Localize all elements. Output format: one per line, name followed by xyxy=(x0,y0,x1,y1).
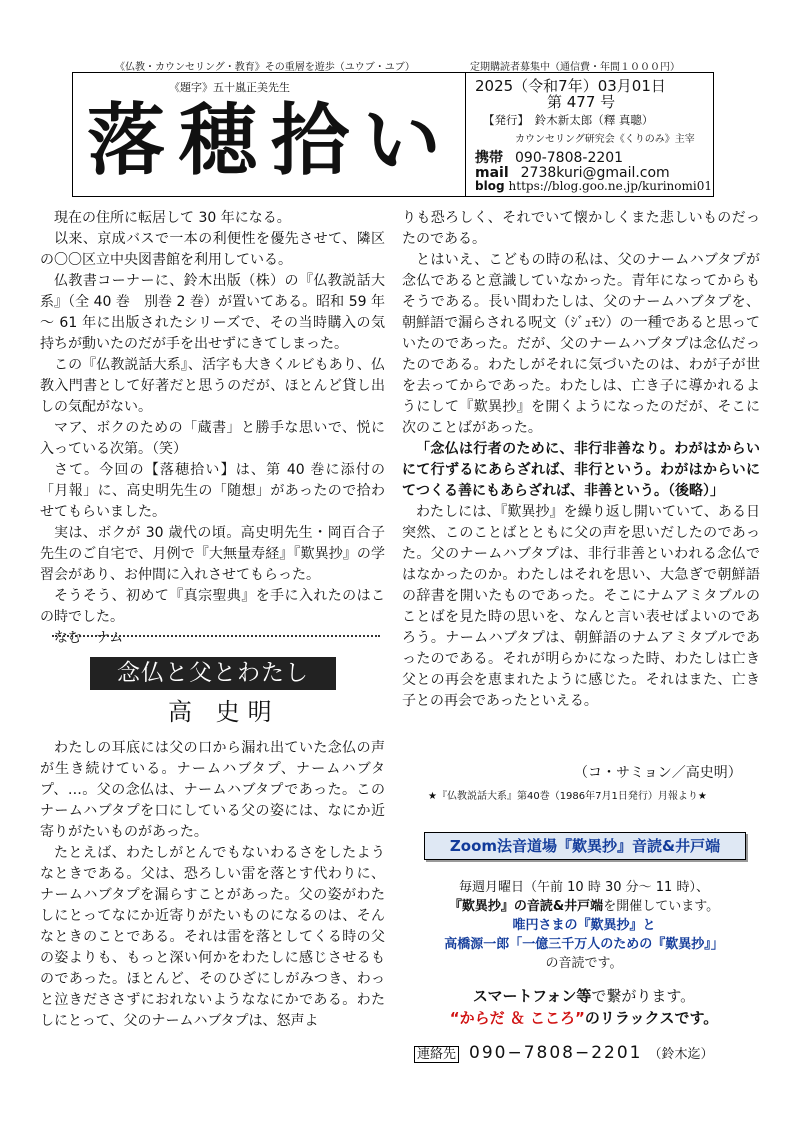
article-paragraph: わたしには、『歎異抄』を繰り返し開いていて、ある日突然、このことばとともに父の声を思いだしたのであった。父のナームハブタプは、非行非善といわれる念仏ではなかったのか。わたしはそれを思い、大急ぎで朝鮮語の辞書を開いたものであった。そこにナムアミタブルのことばを見た時の思いを、なんと言い表せばよいのであろう。ナームハブタプは、朝鮮語のナムアミタブルであったのである。それが明らかになった時、わたしは亡き父との再会を恵まれたように感じた。それはまた、亡き子との再会であったといえる。 xyxy=(402,504,760,709)
article-paragraph: わたしの耳底には父の口から漏れ出ていた念仏の声が生き続けている。ナームハブタプ、ナームハブタプ、…。父の念仏は、ナームハブタプであった。このナームハブタプを口にしている父の姿には、なにか近寄りがたいものがあった。 xyxy=(40,740,385,840)
smartphone-label: スマートフォン等 xyxy=(472,987,592,1005)
intro-paragraph: マア、ボクのための「蔵書」と勝手な思いで、悦に入っている次第。（笑） xyxy=(40,420,385,457)
body-mind-label: “からだ ＆ こころ” xyxy=(449,1009,585,1027)
zoom-text-3: の音読です。 xyxy=(545,956,623,971)
zoom-title-box: Zoom法音道場『歎異抄』音読&井戸端 xyxy=(424,832,746,860)
contact-number[interactable]: 090−7808−2201 xyxy=(469,1043,643,1063)
mail-label: mail xyxy=(475,165,509,181)
phone-row xyxy=(475,147,623,167)
masthead-divider xyxy=(465,73,466,196)
article-heading: 念仏と父とわたし xyxy=(90,657,336,690)
zoom-event-tail: を開催しています。 xyxy=(603,899,720,914)
intro-paragraph: 実は、ボクが 30 歳代の頃。高史明先生・岡百合子先生のご自宅で、月例で『大無量寿経』『歎異抄』の学習会があり、お仲間に入れさせてもらった。 xyxy=(40,525,385,583)
smartphone-line xyxy=(404,985,764,1007)
association: カウンセリング研究会《くりのみ》主宰 xyxy=(515,134,695,145)
article-left-column xyxy=(40,738,385,1032)
article-author: 高 史明 xyxy=(168,698,280,726)
relax-line xyxy=(404,1007,764,1029)
relax-tail: のリラックスです。 xyxy=(584,1009,719,1027)
intro-column xyxy=(40,208,385,649)
intro-paragraph: なむ ナム xyxy=(54,630,124,646)
calligrapher-credit: 《題字》五十嵐正美先生 xyxy=(169,81,290,94)
article-paragraph: りも恐ろしく、それでいて懐かしくまた悲しいものだったのである。 xyxy=(402,210,760,247)
phone-number[interactable]: 090-7808-2201 xyxy=(515,150,624,166)
subscription-notice: 定期購読者募集中（通信費・年間１０００円） xyxy=(470,62,680,73)
zoom-event: 『歎異抄』の音読&井戸端 xyxy=(448,899,604,914)
zoom-details xyxy=(404,878,764,973)
phone-label: 携帯 xyxy=(475,150,503,166)
contact-name: （鈴木迄） xyxy=(648,1047,714,1062)
article-paragraph: たとえば、わたしがとんでもないわるさをしたようなときである。父は、恐ろしい雷を落とす代わりに、ナームハブタプを漏らすことがあった。父の姿がわたしにとってなにか近寄りがたいものになるのは、そんなときのことである。それは雷を落としてくる時の父の姿よりも、もっと深い何かをわたしに感じさせるものであった。ほとんど、そのひざにしがみつき、わっと泣きだささずにおれないようななにかである。わたしにとって、父のナームハブタプは、怒声よ xyxy=(40,845,385,1029)
tannisho-quote: 「念仏は行者のために、非行非善なり。わがはからいにて行ずるにあらざれば、非行という。わがはからいにてつくる善にもあらざれば、非善という。（後略）」 xyxy=(402,441,760,499)
publisher: 【発行】 鈴木新太郎（釋 真聰） xyxy=(483,113,654,127)
intro-paragraph: さて。今回の【落穂拾い】は、第 40 巻に添付の「月報」に、高史明先生の「随想」があったので拾わせてもらいました。 xyxy=(40,462,385,520)
issue-number: 第 477 号 xyxy=(547,93,616,111)
mail-address[interactable]: 2738kuri@gmail.com xyxy=(520,165,670,181)
zoom-schedule: 毎週月曜日（午前 10 時 30 分～ 11 時）、 xyxy=(459,880,709,895)
article-signature: （コ・サミョン／高史明） xyxy=(574,765,742,781)
contact-label: 連絡先 xyxy=(414,1046,459,1063)
newsletter-title: 落穂拾い xyxy=(87,95,456,186)
article-paragraph: とはいえ、こどもの時の私は、父のナームハブタプが念仏であると意識していなかった。青年になってからもそうである。長い間わたしは、父のナームハブタプを、朝鮮語で漏らされる呪文（ｼﾞｭﾓﾝ）の一種であると思っていたのであった。だが、父のナームハブタプは念仏だったのである。わたしがそれに気づいたのは、わが子が世を去ってからであった。わたしは、亡き子に導かれるようにして『歎異抄』を開くようになったのだが、そこに次のことばがあった。 xyxy=(402,252,760,436)
article-right-column xyxy=(402,208,760,712)
article-source: ★『仏教説話大系』第40巻（1986年7月1日発行）月報より★ xyxy=(428,791,707,802)
zoom-text-1: 唯円さまの『歎異抄』と xyxy=(512,918,656,933)
blog-url[interactable]: https://blog.goo.ne.jp/kurinomi01 xyxy=(508,179,712,193)
intro-paragraph: 現在の住所に転居して 30 年になる。 xyxy=(54,210,291,226)
blog-label: blog xyxy=(475,179,505,193)
zoom-relax xyxy=(404,985,764,1029)
smartphone-tail: で繋がります。 xyxy=(591,987,696,1005)
header-tagline: 《仏教・カウンセリング・教育》その重層を遊歩（ユウブ・ユブ） xyxy=(115,62,415,73)
zoom-event-line xyxy=(404,897,764,916)
intro-paragraph: そうそう、初めて『真宗聖典』を手に入れたのはこの時でした。 xyxy=(40,588,385,625)
intro-paragraph: この『仏教説話大系』、活字も大きくルビもあり、仏教入門書として好著だと思うのだが、ほとんど貸し出しの気配がない。 xyxy=(40,357,385,415)
masthead xyxy=(72,72,714,197)
intro-paragraph: 仏教書コーナーに、鈴木出版（株）の『仏教説話大系』（全 40 巻 別巻 2 巻）が置いてある。昭和 59 年～ 61 年に出版されたシリーズで、その当時購入の気持ちが動いたのだが手を出せずにきてしまった。 xyxy=(40,273,385,352)
intro-paragraph: 以来、京成バスで一本の利便性を優先させて、隣区の〇〇区立中央図書館を利用している。 xyxy=(40,231,385,268)
blog-row xyxy=(475,179,712,193)
contact-row xyxy=(414,1043,714,1063)
zoom-text-2: 高橋源一郎「一億三千万人のための『歎異抄』」 xyxy=(444,937,724,952)
section-divider xyxy=(52,635,380,637)
issue-date: 2025（令和7年）03月01日 xyxy=(475,77,666,95)
